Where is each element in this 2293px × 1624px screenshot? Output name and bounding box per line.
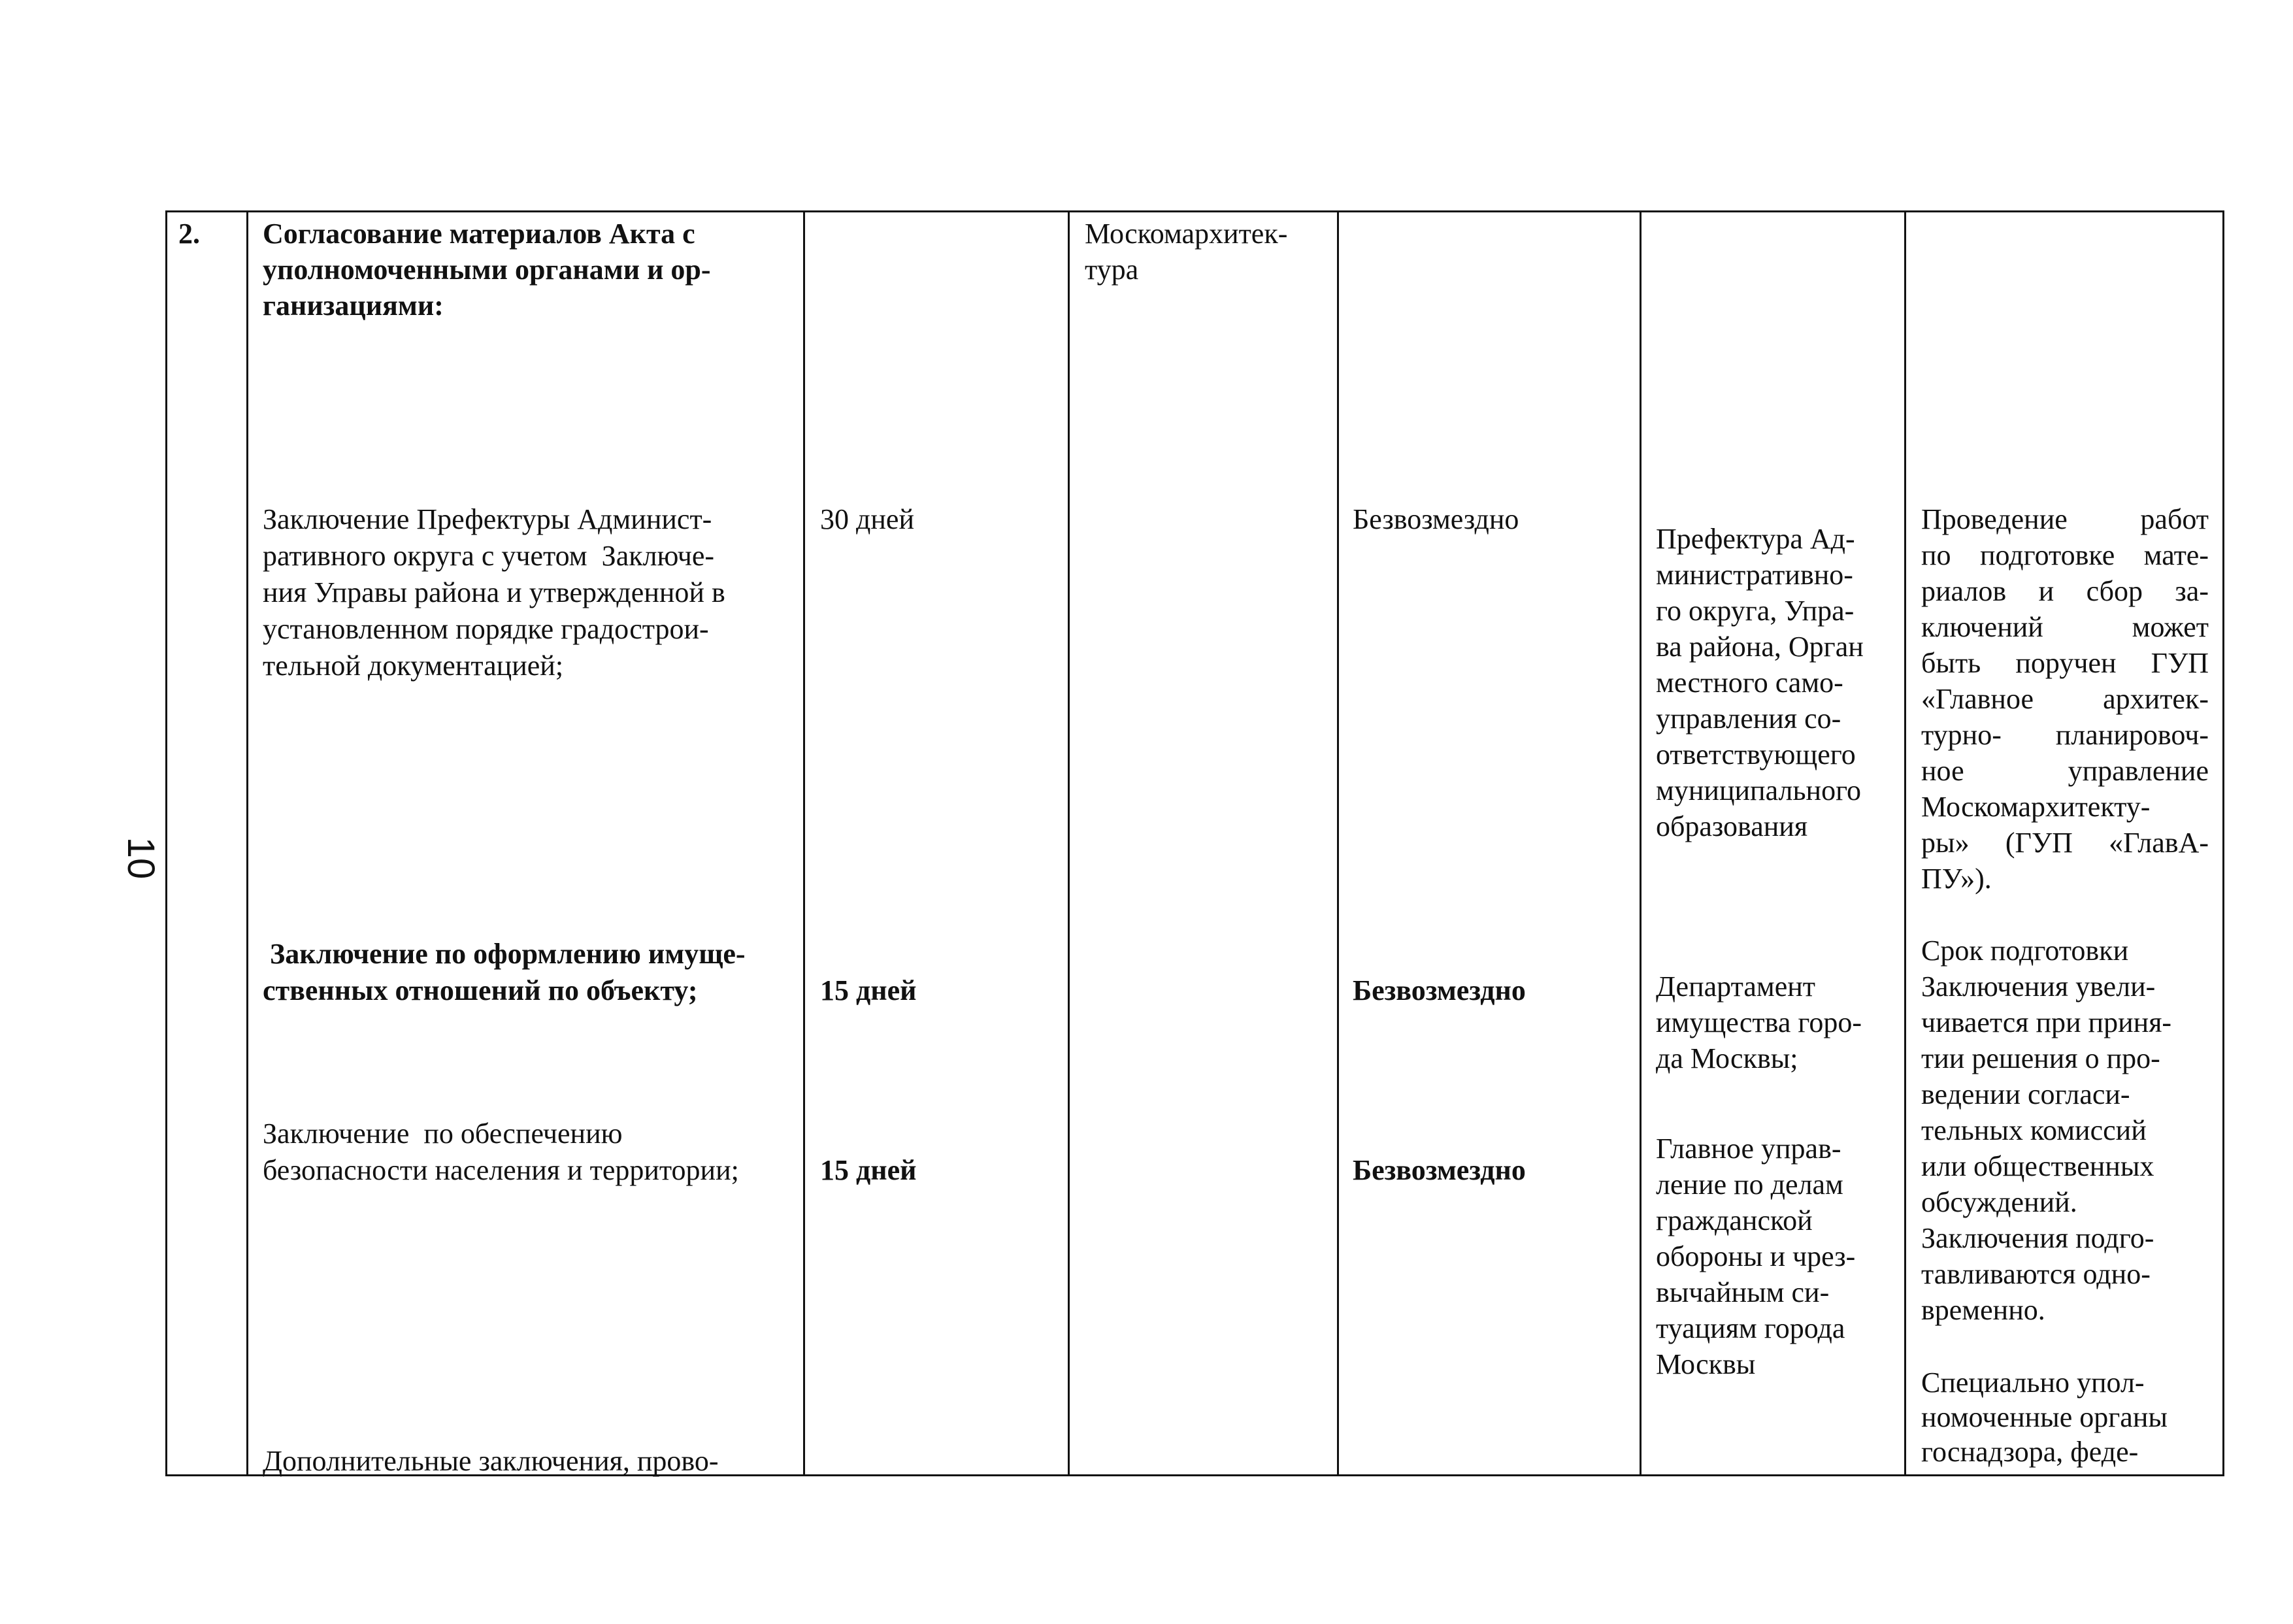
column-divider [246, 210, 248, 1476]
column-divider [1337, 210, 1339, 1476]
column-divider [1068, 210, 1070, 1476]
column-divider [1904, 210, 1906, 1476]
table-frame [165, 210, 2224, 1476]
row-number: 2. [178, 218, 200, 250]
column-divider [803, 210, 805, 1476]
item-additional-conclusions: Дополнительные заключения, прово- [263, 1445, 719, 1477]
term-value: 15 дней [820, 974, 917, 1006]
cost-value: Безвозмездно [1353, 974, 1526, 1006]
cost-value: Безвозмездно [1353, 1154, 1526, 1186]
cost-value: Безвозмездно [1353, 503, 1519, 535]
term-value: 30 дней [820, 503, 915, 535]
page-number: 10 [120, 837, 162, 880]
column-divider [1640, 210, 1641, 1476]
term-value: 15 дней [820, 1154, 917, 1186]
